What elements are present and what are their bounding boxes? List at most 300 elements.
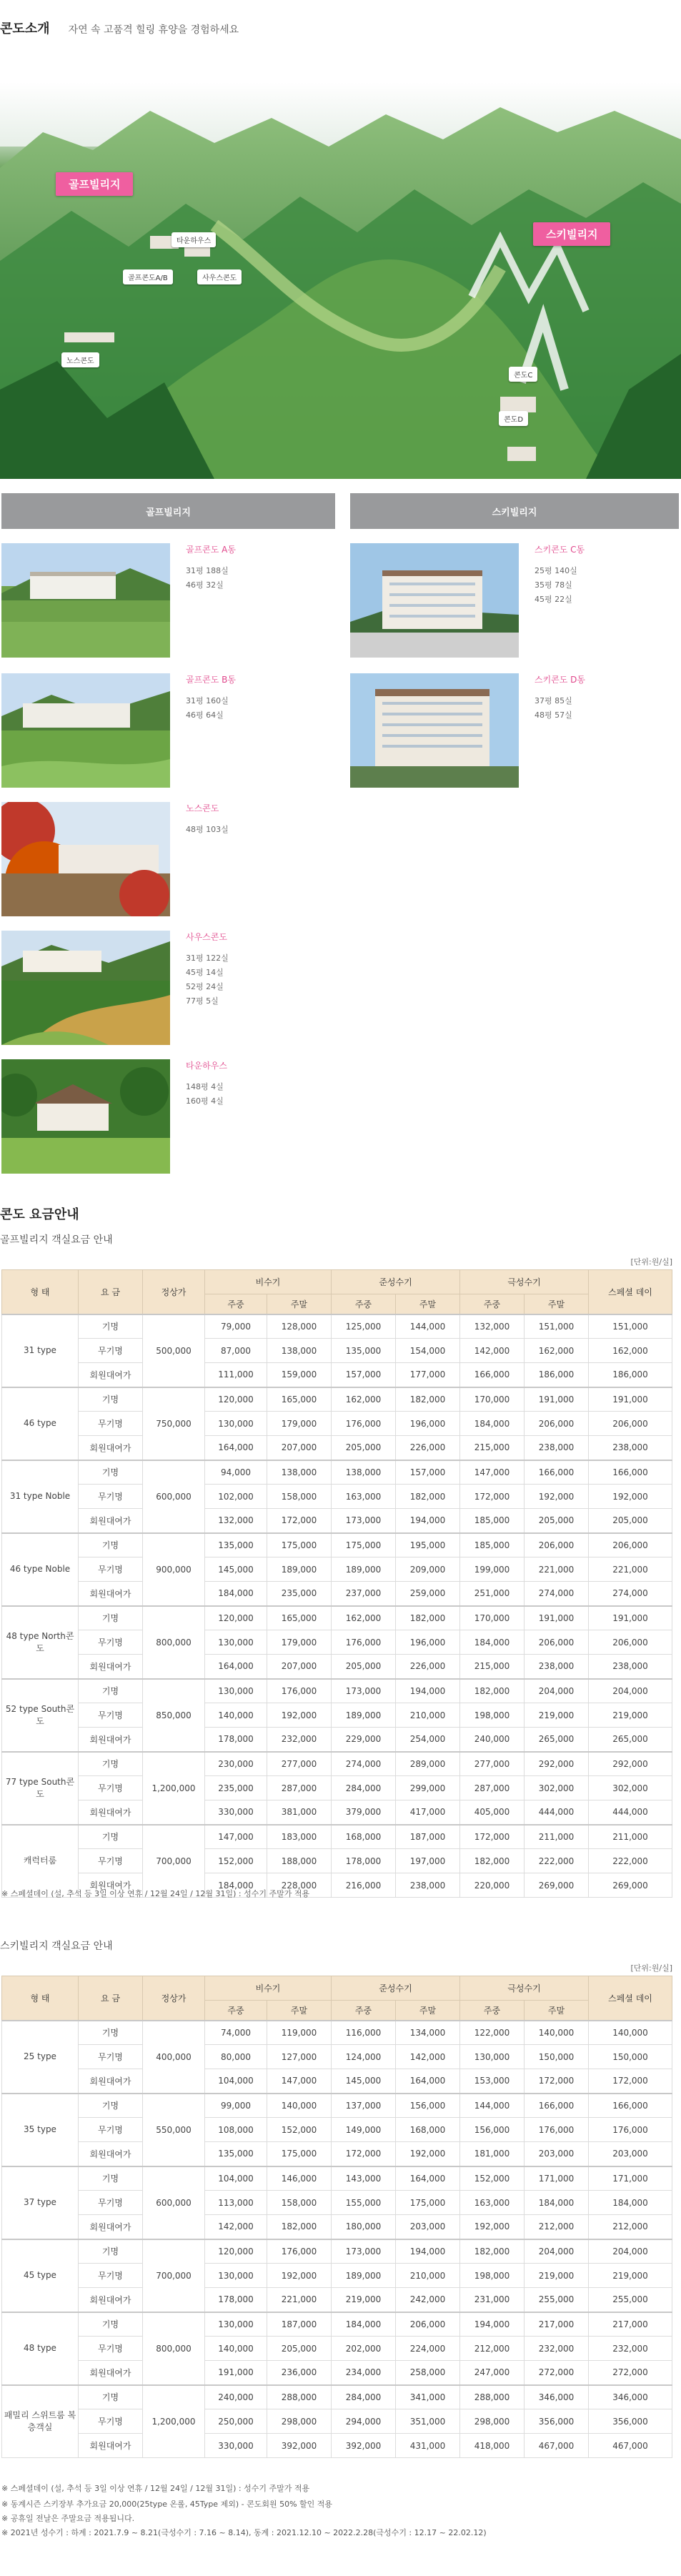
table-row xyxy=(2,2069,672,2094)
fee-kind: 무기명 xyxy=(79,2409,143,2434)
table-row xyxy=(2,2409,672,2434)
price-cell: 132,000 xyxy=(460,1314,525,1339)
price-cell: 135,000 xyxy=(205,2142,267,2166)
condo-card xyxy=(1,543,236,658)
table-row xyxy=(2,2045,672,2069)
price-cell: 191,000 xyxy=(525,1387,589,1412)
ski-rate-title: 스키빌리지 객실요금 안내 xyxy=(0,1941,113,1952)
price-cell: 140,000 xyxy=(205,1703,267,1728)
fee-kind: 무기명 xyxy=(79,1485,143,1509)
price-cell: 170,000 xyxy=(460,1387,525,1412)
condo-photo-illustration xyxy=(1,931,170,1045)
ski-note: ※ 동계시즌 스키장부 추가요금 20,000(25type 온롤, 45Type 제외) - 콘도회원 50% 할인 적용 xyxy=(1,2500,333,2509)
price-cell: 210,000 xyxy=(396,1703,460,1728)
condo-room: 46평 64실 xyxy=(186,710,224,720)
condo-photo-illustration xyxy=(1,802,170,916)
condo-room: 148평 4실 xyxy=(186,1082,224,1091)
price-cell: 183,000 xyxy=(267,1825,332,1849)
price-cell: 99,000 xyxy=(205,2094,267,2118)
price-cell: 179,000 xyxy=(267,1412,332,1436)
table-row xyxy=(2,1630,672,1655)
col-weekday: 주중 xyxy=(332,2001,396,2021)
price-cell: 192,000 xyxy=(267,1703,332,1728)
room-type: 48 type North콘도 xyxy=(2,1606,79,1679)
price-cell: 140,000 xyxy=(589,2021,672,2045)
price-cell: 230,000 xyxy=(205,1752,267,1776)
price-cell: 80,000 xyxy=(205,2045,267,2069)
price-cell: 135,000 xyxy=(205,1533,267,1557)
fee-kind: 무기명 xyxy=(79,1849,143,1873)
price-cell: 172,000 xyxy=(589,2069,672,2094)
price-cell: 185,000 xyxy=(460,1509,525,1533)
regular-price: 600,000 xyxy=(143,2166,205,2239)
price-cell: 172,000 xyxy=(460,1485,525,1509)
regular-price: 600,000 xyxy=(143,1460,205,1533)
price-cell: 147,000 xyxy=(205,1825,267,1849)
col-peak-season: 극성수기 xyxy=(460,1270,589,1294)
price-cell: 151,000 xyxy=(589,1314,672,1339)
room-type: 77 type South콘도 xyxy=(2,1752,79,1825)
price-cell: 288,000 xyxy=(460,2385,525,2409)
price-cell: 138,000 xyxy=(267,1460,332,1485)
price-cell: 182,000 xyxy=(396,1387,460,1412)
price-cell: 140,000 xyxy=(267,2094,332,2118)
price-cell: 205,000 xyxy=(525,1509,589,1533)
price-cell: 205,000 xyxy=(589,1509,672,1533)
condo-name: 타운하우스 xyxy=(186,1061,227,1071)
fee-kind: 무기명 xyxy=(79,1630,143,1655)
price-cell: 356,000 xyxy=(525,2409,589,2434)
price-cell: 277,000 xyxy=(267,1752,332,1776)
table-row xyxy=(2,1752,672,1776)
regular-price: 750,000 xyxy=(143,1387,205,1460)
price-cell: 127,000 xyxy=(267,2045,332,2069)
price-cell: 240,000 xyxy=(460,1728,525,1752)
price-cell: 238,000 xyxy=(525,1436,589,1460)
condo-room: 77평 5실 xyxy=(186,996,219,1006)
price-cell: 137,000 xyxy=(332,2094,396,2118)
price-cell: 94,000 xyxy=(205,1460,267,1485)
col-weekend: 주말 xyxy=(267,2001,332,2021)
price-cell: 166,000 xyxy=(525,2094,589,2118)
table-row xyxy=(2,2264,672,2288)
condo-room: 45평 22실 xyxy=(535,595,572,604)
price-cell: 211,000 xyxy=(525,1825,589,1849)
condo-name: 골프콘도 B동 xyxy=(186,675,237,685)
price-cell: 202,000 xyxy=(332,2337,396,2361)
south-condo-photo xyxy=(1,931,170,1045)
fee-kind: 무기명 xyxy=(79,2264,143,2288)
price-cell: 258,000 xyxy=(396,2361,460,2385)
price-cell: 194,000 xyxy=(396,1509,460,1533)
price-cell: 217,000 xyxy=(589,2312,672,2337)
price-cell: 166,000 xyxy=(589,2094,672,2118)
price-cell: 184,000 xyxy=(205,1582,267,1606)
price-cell: 232,000 xyxy=(267,1728,332,1752)
price-cell: 231,000 xyxy=(460,2288,525,2312)
fee-kind: 회원대여가 xyxy=(79,1728,143,1752)
price-cell: 158,000 xyxy=(267,1485,332,1509)
price-cell: 221,000 xyxy=(267,2288,332,2312)
col-weekday: 주중 xyxy=(460,1294,525,1314)
price-cell: 171,000 xyxy=(589,2166,672,2191)
fee-kind: 회원대여가 xyxy=(79,1800,143,1825)
golf-village-header: 골프빌리지 xyxy=(1,493,335,529)
condo-name: 스키콘도 C동 xyxy=(535,545,585,555)
regular-price: 900,000 xyxy=(143,1533,205,1606)
price-cell: 163,000 xyxy=(332,1485,396,1509)
room-type: 45 type xyxy=(2,2239,79,2312)
price-cell: 191,000 xyxy=(589,1606,672,1630)
price-cell: 108,000 xyxy=(205,2118,267,2142)
price-cell: 172,000 xyxy=(267,1509,332,1533)
col-type: 형 태 xyxy=(2,1270,79,1314)
price-cell: 146,000 xyxy=(267,2166,332,2191)
price-cell: 147,000 xyxy=(460,1460,525,1485)
price-cell: 104,000 xyxy=(205,2069,267,2094)
price-cell: 184,000 xyxy=(460,1412,525,1436)
price-cell: 212,000 xyxy=(525,2215,589,2239)
col-weekday: 주중 xyxy=(205,1294,267,1314)
price-cell: 188,000 xyxy=(267,1849,332,1873)
price-cell: 132,000 xyxy=(205,1509,267,1533)
price-cell: 219,000 xyxy=(589,2264,672,2288)
price-cell: 192,000 xyxy=(589,1485,672,1509)
price-cell: 204,000 xyxy=(525,2239,589,2264)
fee-kind: 기명 xyxy=(79,2312,143,2337)
golf-rate-table xyxy=(1,1269,672,1898)
regular-price: 550,000 xyxy=(143,2094,205,2166)
regular-price: 400,000 xyxy=(143,2021,205,2094)
price-cell: 172,000 xyxy=(332,2142,396,2166)
price-cell: 219,000 xyxy=(589,1703,672,1728)
price-cell: 242,000 xyxy=(396,2288,460,2312)
table-row xyxy=(2,1460,672,1485)
price-cell: 194,000 xyxy=(460,2312,525,2337)
col-low-season: 비수기 xyxy=(205,1270,332,1294)
price-cell: 159,000 xyxy=(267,1363,332,1387)
price-cell: 292,000 xyxy=(525,1752,589,1776)
price-cell: 405,000 xyxy=(460,1800,525,1825)
room-type: 37 type xyxy=(2,2166,79,2239)
col-peak-season: 극성수기 xyxy=(460,1976,589,2001)
table-row xyxy=(2,1800,672,1825)
price-cell: 181,000 xyxy=(460,2142,525,2166)
condo-photo-illustration xyxy=(350,673,519,788)
fee-kind: 무기명 xyxy=(79,1557,143,1582)
col-weekend: 주말 xyxy=(267,1294,332,1314)
price-cell: 171,000 xyxy=(525,2166,589,2191)
price-cell: 130,000 xyxy=(205,2264,267,2288)
price-cell: 162,000 xyxy=(525,1339,589,1363)
price-cell: 151,000 xyxy=(525,1314,589,1339)
price-cell: 196,000 xyxy=(396,1412,460,1436)
price-cell: 165,000 xyxy=(267,1387,332,1412)
fee-kind: 회원대여가 xyxy=(79,1873,143,1898)
golf-rate-unit: [단위:원/실] xyxy=(630,1257,672,1267)
price-cell: 128,000 xyxy=(267,1314,332,1339)
price-cell: 189,000 xyxy=(332,2264,396,2288)
col-weekday: 주중 xyxy=(460,2001,525,2021)
price-cell: 176,000 xyxy=(332,1630,396,1655)
price-cell: 204,000 xyxy=(525,1679,589,1703)
price-cell: 196,000 xyxy=(396,1630,460,1655)
table-row xyxy=(2,1849,672,1873)
regular-price: 800,000 xyxy=(143,2312,205,2385)
table-row xyxy=(2,2215,672,2239)
price-cell: 288,000 xyxy=(267,2385,332,2409)
table-row xyxy=(2,1363,672,1387)
condo-card xyxy=(1,931,229,1045)
price-cell: 203,000 xyxy=(396,2215,460,2239)
fee-kind: 무기명 xyxy=(79,2118,143,2142)
price-cell: 182,000 xyxy=(460,2239,525,2264)
price-cell: 236,000 xyxy=(267,2361,332,2385)
price-cell: 182,000 xyxy=(460,1679,525,1703)
price-cell: 207,000 xyxy=(267,1436,332,1460)
room-type: 25 type xyxy=(2,2021,79,2094)
price-cell: 222,000 xyxy=(525,1849,589,1873)
condo-room: 160평 4실 xyxy=(186,1096,224,1106)
price-cell: 219,000 xyxy=(332,2288,396,2312)
col-special-day: 스페셜 데이 xyxy=(589,1976,672,2021)
price-cell: 272,000 xyxy=(589,2361,672,2385)
fee-kind: 기명 xyxy=(79,2166,143,2191)
regular-price: 850,000 xyxy=(143,1679,205,1752)
regular-price: 1,200,000 xyxy=(143,2385,205,2458)
price-cell: 302,000 xyxy=(525,1776,589,1800)
fee-kind: 기명 xyxy=(79,1314,143,1339)
price-cell: 173,000 xyxy=(332,1509,396,1533)
price-cell: 222,000 xyxy=(589,1849,672,1873)
table-row xyxy=(2,2434,672,2458)
price-cell: 152,000 xyxy=(460,2166,525,2191)
golf-condo-a-photo xyxy=(1,543,170,658)
price-cell: 140,000 xyxy=(205,2337,267,2361)
price-cell: 172,000 xyxy=(525,2069,589,2094)
price-cell: 184,000 xyxy=(589,2191,672,2215)
table-row xyxy=(2,2239,672,2264)
room-type: 31 type Noble xyxy=(2,1460,79,1533)
price-cell: 284,000 xyxy=(332,1776,396,1800)
price-cell: 134,000 xyxy=(396,2021,460,2045)
fee-kind: 회원대여가 xyxy=(79,1655,143,1679)
table-row xyxy=(2,1606,672,1630)
room-type: 캐럭터룸 xyxy=(2,1825,79,1898)
price-cell: 259,000 xyxy=(396,1582,460,1606)
price-cell: 298,000 xyxy=(460,2409,525,2434)
golf-condo-b-photo xyxy=(1,673,170,788)
price-cell: 120,000 xyxy=(205,1606,267,1630)
price-cell: 138,000 xyxy=(332,1460,396,1485)
price-cell: 178,000 xyxy=(205,1728,267,1752)
fee-kind: 기명 xyxy=(79,1825,143,1849)
regular-price: 700,000 xyxy=(143,1825,205,1898)
price-cell: 192,000 xyxy=(396,2142,460,2166)
price-cell: 346,000 xyxy=(525,2385,589,2409)
price-cell: 170,000 xyxy=(460,1606,525,1630)
ski-note: ※ 공휴일 전날은 주말요금 적용됩니다. xyxy=(1,2514,135,2523)
price-cell: 198,000 xyxy=(460,1703,525,1728)
price-cell: 287,000 xyxy=(460,1776,525,1800)
condo-photo-illustration xyxy=(350,543,519,658)
price-cell: 197,000 xyxy=(396,1849,460,1873)
fee-kind: 무기명 xyxy=(79,2045,143,2069)
price-cell: 277,000 xyxy=(460,1752,525,1776)
price-cell: 284,000 xyxy=(332,2385,396,2409)
fee-kind: 기명 xyxy=(79,1460,143,1485)
regular-price: 1,200,000 xyxy=(143,1752,205,1825)
price-cell: 205,000 xyxy=(332,1655,396,1679)
price-cell: 255,000 xyxy=(525,2288,589,2312)
price-cell: 186,000 xyxy=(525,1363,589,1387)
golf-rate-body xyxy=(2,1314,672,1898)
price-cell: 392,000 xyxy=(267,2434,332,2458)
price-cell: 292,000 xyxy=(589,1752,672,1776)
resort-map-illustration xyxy=(0,82,681,479)
price-cell: 143,000 xyxy=(332,2166,396,2191)
price-cell: 330,000 xyxy=(205,2434,267,2458)
price-cell: 238,000 xyxy=(589,1436,672,1460)
condo-photo-illustration xyxy=(1,543,170,658)
room-type: 48 type xyxy=(2,2312,79,2385)
table-row xyxy=(2,1655,672,1679)
price-cell: 431,000 xyxy=(396,2434,460,2458)
col-low-season: 비수기 xyxy=(205,1976,332,2001)
col-fee: 요 금 xyxy=(79,1270,143,1314)
price-cell: 162,000 xyxy=(589,1339,672,1363)
price-cell: 79,000 xyxy=(205,1314,267,1339)
table-row xyxy=(2,1387,672,1412)
price-cell: 177,000 xyxy=(396,1363,460,1387)
price-cell: 163,000 xyxy=(460,2191,525,2215)
marker-south-condo: 사우스콘도 xyxy=(197,269,242,284)
marker-townhouse: 타운하우스 xyxy=(172,232,216,247)
price-cell: 111,000 xyxy=(205,1363,267,1387)
price-cell: 298,000 xyxy=(267,2409,332,2434)
price-cell: 135,000 xyxy=(332,1339,396,1363)
price-cell: 219,000 xyxy=(525,1703,589,1728)
price-cell: 182,000 xyxy=(267,2215,332,2239)
price-cell: 176,000 xyxy=(525,2118,589,2142)
price-cell: 205,000 xyxy=(332,1436,396,1460)
table-row xyxy=(2,1509,672,1533)
fee-kind: 기명 xyxy=(79,2094,143,2118)
price-cell: 175,000 xyxy=(332,1533,396,1557)
price-cell: 182,000 xyxy=(460,1849,525,1873)
price-cell: 157,000 xyxy=(332,1363,396,1387)
golf-rate-note: ※ 스페셜데이 (설, 추석 등 3일 이상 연휴 / 12월 24일 / 12월 31일) : 성수기 주말가 적용 xyxy=(1,1889,310,1898)
price-cell: 206,000 xyxy=(525,1412,589,1436)
price-cell: 145,000 xyxy=(332,2069,396,2094)
price-cell: 166,000 xyxy=(460,1363,525,1387)
condo-name: 사우스콘도 xyxy=(186,932,227,942)
condo-room: 31평 188실 xyxy=(186,566,229,575)
table-row xyxy=(2,1679,672,1703)
price-cell: 194,000 xyxy=(396,2239,460,2264)
fee-kind: 기명 xyxy=(79,1752,143,1776)
price-cell: 178,000 xyxy=(205,2288,267,2312)
table-row xyxy=(2,1314,672,1339)
price-cell: 140,000 xyxy=(525,2021,589,2045)
col-regular: 정상가 xyxy=(143,1976,205,2021)
room-type: 패밀리 스위트룸 복층객실 xyxy=(2,2385,79,2458)
price-cell: 221,000 xyxy=(589,1557,672,1582)
table-row xyxy=(2,2288,672,2312)
price-cell: 116,000 xyxy=(332,2021,396,2045)
fee-kind: 기명 xyxy=(79,2385,143,2409)
price-cell: 176,000 xyxy=(589,2118,672,2142)
regular-price: 800,000 xyxy=(143,1606,205,1679)
fee-kind: 기명 xyxy=(79,2239,143,2264)
price-cell: 199,000 xyxy=(460,1557,525,1582)
price-cell: 191,000 xyxy=(589,1387,672,1412)
price-cell: 274,000 xyxy=(525,1582,589,1606)
condo-room: 25평 140실 xyxy=(535,566,577,575)
price-cell: 184,000 xyxy=(332,2312,396,2337)
table-row xyxy=(2,2337,672,2361)
table-row xyxy=(2,1728,672,1752)
fee-kind: 회원대여가 xyxy=(79,2215,143,2239)
room-type: 46 type Noble xyxy=(2,1533,79,1606)
price-cell: 272,000 xyxy=(525,2361,589,2385)
price-cell: 142,000 xyxy=(205,2215,267,2239)
table-row xyxy=(2,2361,672,2385)
condo-card xyxy=(350,543,585,658)
fee-kind: 회원대여가 xyxy=(79,1363,143,1387)
price-cell: 269,000 xyxy=(589,1873,672,1898)
price-cell: 207,000 xyxy=(267,1655,332,1679)
table-row xyxy=(2,1533,672,1557)
price-cell: 356,000 xyxy=(589,2409,672,2434)
marker-condo-d: 콘도D xyxy=(499,411,528,426)
price-cell: 232,000 xyxy=(525,2337,589,2361)
page-subtitle: 자연 속 고품격 힐링 휴양을 경험하세요 xyxy=(68,24,239,36)
col-weekend: 주말 xyxy=(396,1294,460,1314)
price-cell: 145,000 xyxy=(205,1557,267,1582)
price-cell: 175,000 xyxy=(396,2191,460,2215)
price-cell: 164,000 xyxy=(205,1655,267,1679)
price-cell: 154,000 xyxy=(396,1339,460,1363)
fee-kind: 무기명 xyxy=(79,2191,143,2215)
room-type: 35 type xyxy=(2,2094,79,2166)
fee-kind: 무기명 xyxy=(79,1776,143,1800)
price-cell: 152,000 xyxy=(267,2118,332,2142)
price-cell: 250,000 xyxy=(205,2409,267,2434)
price-cell: 198,000 xyxy=(460,2264,525,2288)
price-cell: 153,000 xyxy=(460,2069,525,2094)
table-row xyxy=(2,2385,672,2409)
price-cell: 204,000 xyxy=(589,2239,672,2264)
price-cell: 120,000 xyxy=(205,1387,267,1412)
condo-card xyxy=(1,1059,227,1174)
price-cell: 418,000 xyxy=(460,2434,525,2458)
price-cell: 182,000 xyxy=(396,1485,460,1509)
condo-room: 52평 24실 xyxy=(186,982,224,991)
price-cell: 102,000 xyxy=(205,1485,267,1509)
price-cell: 195,000 xyxy=(396,1533,460,1557)
condo-name: 골프콘도 A동 xyxy=(186,545,236,555)
table-row xyxy=(2,2312,672,2337)
price-cell: 341,000 xyxy=(396,2385,460,2409)
price-cell: 226,000 xyxy=(396,1655,460,1679)
price-cell: 247,000 xyxy=(460,2361,525,2385)
price-cell: 176,000 xyxy=(332,1412,396,1436)
table-row xyxy=(2,2142,672,2166)
price-cell: 178,000 xyxy=(332,1849,396,1873)
price-cell: 150,000 xyxy=(525,2045,589,2069)
price-cell: 130,000 xyxy=(460,2045,525,2069)
